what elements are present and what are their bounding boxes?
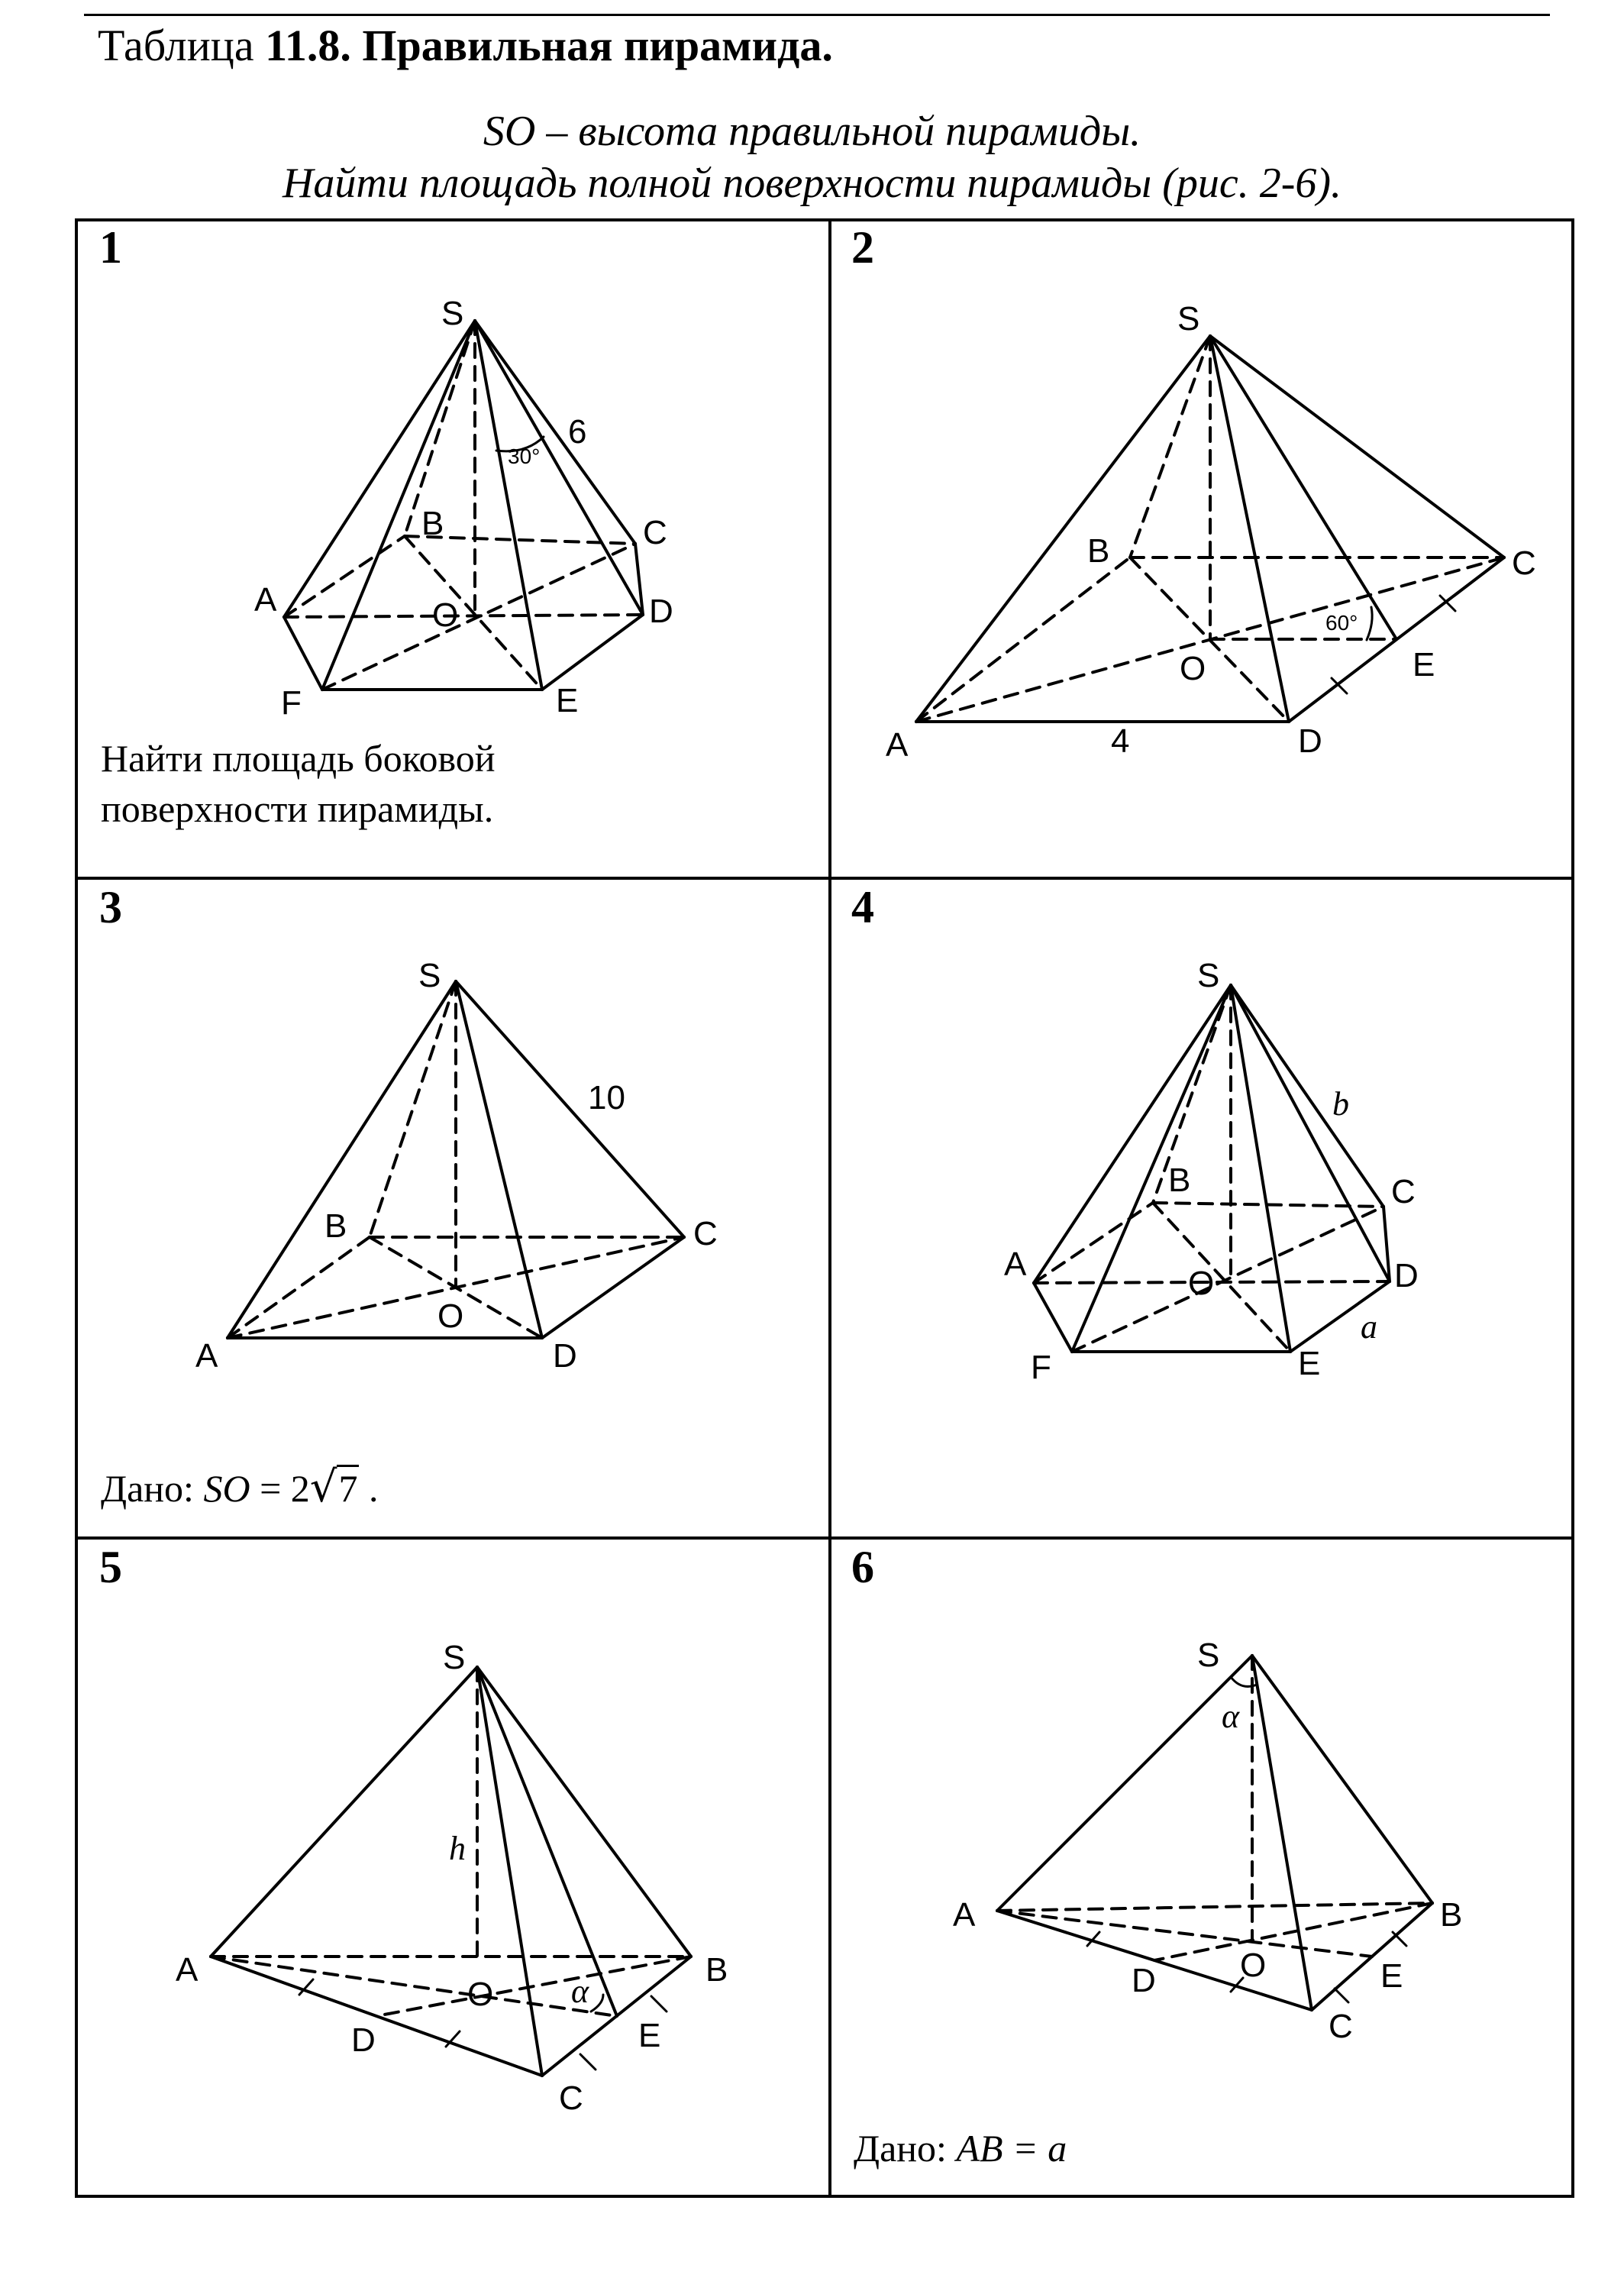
given-prefix: Дано: xyxy=(101,1467,194,1510)
label-D: D xyxy=(649,593,673,630)
label-E: E xyxy=(1380,1957,1403,1995)
label-S: S xyxy=(1197,1637,1220,1674)
cell-4-number: 4 xyxy=(851,882,874,932)
cell-1-note: Найти площадь боковой поверхности пирамиды. xyxy=(101,737,496,830)
given-root: 7 xyxy=(337,1465,359,1510)
label-D: D xyxy=(1132,1962,1156,1999)
given-end: . xyxy=(368,1467,379,1510)
label-O: O xyxy=(1188,1265,1215,1302)
label-A: A xyxy=(953,1896,976,1934)
label-side-a: a xyxy=(1361,1308,1377,1346)
median-AE xyxy=(997,1911,1372,1957)
label-F: F xyxy=(1031,1349,1051,1386)
label-B: B xyxy=(1168,1162,1191,1199)
label-E: E xyxy=(638,2017,661,2054)
label-S: S xyxy=(418,957,441,994)
label-D: D xyxy=(1394,1257,1419,1294)
label-O: O xyxy=(437,1297,464,1335)
label-edge-10: 10 xyxy=(588,1079,625,1116)
label-S: S xyxy=(1197,957,1220,994)
label-D: D xyxy=(1298,722,1322,760)
edge-SB xyxy=(1252,1656,1432,1903)
label-C: C xyxy=(1512,544,1536,582)
label-angle-alpha: α xyxy=(571,1973,589,2010)
median-BD xyxy=(1154,1903,1432,1960)
label-C: C xyxy=(693,1215,718,1252)
edge-SA xyxy=(997,1656,1252,1911)
subtitle-line-2: Найти площадь полной поверхности пирамиды (рис. 2-6). xyxy=(282,160,1342,207)
label-O: O xyxy=(432,596,459,634)
label-C: C xyxy=(1391,1173,1416,1210)
label-C: C xyxy=(559,2079,583,2117)
title-prefix: Таблица xyxy=(98,21,254,70)
label-A: A xyxy=(176,1951,199,1989)
label-A: A xyxy=(254,581,277,619)
label-height-h: h xyxy=(449,1830,466,1867)
cell-2-number: 2 xyxy=(851,222,874,273)
given-eq: = 2 xyxy=(260,1467,310,1510)
cell-6-given xyxy=(854,2123,1067,2173)
label-A: A xyxy=(1004,1246,1027,1283)
label-O: O xyxy=(1180,650,1206,687)
label-C: C xyxy=(643,514,667,551)
cell-6-number: 6 xyxy=(851,1542,874,1592)
given-var: SO xyxy=(203,1467,250,1510)
label-O: O xyxy=(467,1976,494,2013)
label-angle-60: 60° xyxy=(1325,611,1358,635)
cell-5-number: 5 xyxy=(99,1542,122,1592)
label-angle-alpha: α xyxy=(1222,1698,1240,1735)
label-E: E xyxy=(556,682,579,719)
label-A: A xyxy=(886,726,909,764)
tick-CE xyxy=(1335,1989,1348,2002)
label-B: B xyxy=(1440,1896,1463,1934)
label-D: D xyxy=(351,2021,376,2059)
label-B: B xyxy=(1087,532,1110,570)
label-E: E xyxy=(1298,1345,1321,1382)
label-O: O xyxy=(1240,1947,1267,1984)
label-angle-30: 30° xyxy=(508,444,541,468)
edge-AB xyxy=(997,1903,1432,1911)
label-A: A xyxy=(195,1337,218,1375)
label-B: B xyxy=(324,1207,347,1245)
label-C: C xyxy=(1329,2008,1353,2045)
label-B: B xyxy=(705,1951,728,1989)
label-S: S xyxy=(1177,300,1200,338)
given-expr: AB = a xyxy=(956,2127,1067,2170)
label-S: S xyxy=(443,1639,466,1676)
title-bold: 11.8. Правильная пирамида. xyxy=(265,21,833,70)
label-S: S xyxy=(441,295,464,332)
label-edge-b: b xyxy=(1332,1085,1349,1123)
given-prefix: Дано: xyxy=(854,2127,947,2170)
label-B: B xyxy=(421,505,444,542)
label-side-4: 4 xyxy=(1111,722,1130,760)
cell-1-number: 1 xyxy=(99,222,122,273)
label-E: E xyxy=(1413,646,1435,683)
sqrt-sign: √7 xyxy=(309,1462,358,1512)
subtitle-line-1: SO – высота правильной пирамиды. xyxy=(483,108,1141,155)
cell-3-number: 3 xyxy=(99,882,122,932)
label-edge-6: 6 xyxy=(568,413,587,451)
label-F: F xyxy=(281,684,302,722)
label-D: D xyxy=(553,1337,577,1375)
